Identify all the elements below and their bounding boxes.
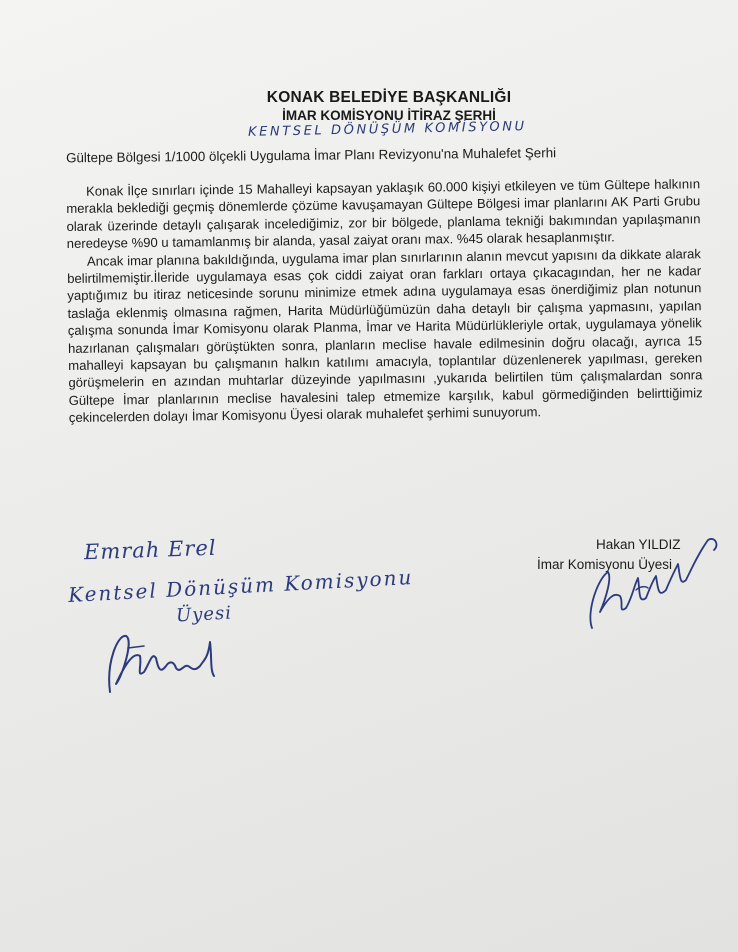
document-subject: Gültepe Bölgesi 1/1000 ölçekli Uygulama İmar Planı Revizyonu'na Muhalefet Şerhi xyxy=(65,145,557,166)
institution-title: KONAK BELEDİYE BAŞKANLIĞI xyxy=(266,89,512,106)
handwritten-signatory-role: Kentsel Dönüşüm Komisyonu xyxy=(67,564,414,608)
signatory-role: İmar Komisyonu Üyesi xyxy=(537,557,673,572)
commission-title: İMAR KOMİSYONU İTİRAZ ŞERHİ xyxy=(282,108,496,123)
body-paragraph-1: Konak İlçe sınırları içinde 15 Mahalleyi kapsayan yaklaşık 60.000 kişiyi etkileyen ve tüm Gültepe halkının merakla beklediği geçmiş dönemlerde çözüme kavuşamayan Gültepe Bölgesi imar planlarını AK Parti Grubu olarak üzerinde detaylı çalışarak incelediğimiz, zor bir bölgede, planlama tekniği bakımından yapılaşmanın neredeyse %90 u tamamlanmış bir alanda, yasal zaiyat oranı max. %45 olarak hesaplanmıştır. xyxy=(66,176,701,252)
document-body xyxy=(66,175,703,426)
right-signature xyxy=(578,528,728,638)
handwritten-signatory-role-suffix: Üyesi xyxy=(175,602,233,627)
handwritten-signatory-name: Emrah Erel xyxy=(83,535,217,565)
signatory-name: Hakan YILDIZ xyxy=(596,537,681,552)
body-paragraph-2: Ancak imar planına bakıldığında, uygulama imar plan sınırlarının alanın mevcut yapısını da dikkate alarak belirtilmemiştir.İleride uygulamaya esas çok ciddi zaiyat oran farkları ortaya çıkacagından, her ne kadar yaptığımız bu itiraz neticesinde sorunu minimize etmek adına uygulamaya esas önerdiğimiz plan notunun taslağa eklenmiş olmasına rağmen, Harita Müdürlüğümüzün daha detaylı bir çalışma yapmasını, yapılan çalışma sonunda İmar Komisyonu olarak Planma, İmar ve Harita Müdürlükleriyle ortak, uygulamaya yönelik hazırlanan çalışmaları görüştükten sonra, planların meclise havale edilmesinin doğru olacağı, ayrıca 15 mahalleyi kapsayan bu çalışmanın halkın katılımı amacıyla, toplantılar düzenlenerek yapılması, gereken görüşmelerin en azından muhtarlar düzeyinde yapılmasını ,yukarıda belirtilen tüm çalışmalardan sonra Gültepe İmar planlarının meclise havalesini talep etmemize karşılık, kabul görmediğinden belirttiğimiz çekincelerden dolayı İmar Komisyonu Üyesi olarak muhalefet şerhimi sunuyorum. xyxy=(67,245,703,426)
left-signature xyxy=(100,622,230,697)
handwritten-subtitle: KENTSEL DÖNÜŞÜM KOMİSYONU xyxy=(247,119,527,140)
